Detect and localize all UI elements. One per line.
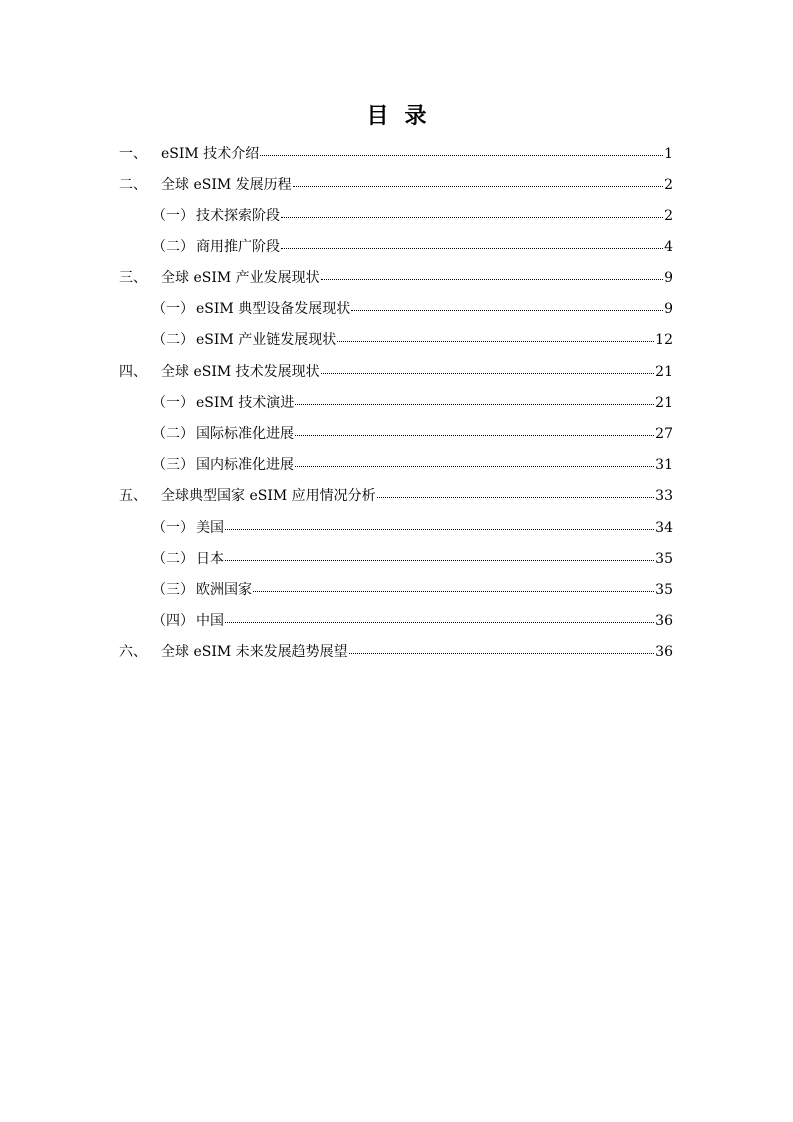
toc-entry-title: 国内标准化进展 xyxy=(196,457,294,473)
toc-entry-title: 欧洲国家 xyxy=(196,582,252,598)
dot-leader xyxy=(337,341,654,342)
toc-entry-title: 全球 eSIM 技术发展现状 xyxy=(161,364,320,380)
toc-entry[interactable] xyxy=(119,170,673,201)
dot-leader xyxy=(260,155,663,156)
toc-entry-title: 国际标准化进展 xyxy=(196,426,294,442)
toc-entry-number: （一） xyxy=(152,301,194,317)
toc-entry-number: 二、 xyxy=(119,177,147,193)
toc-entry-number: 三、 xyxy=(119,270,147,286)
toc-entry-title: 美国 xyxy=(196,520,224,536)
toc-entry-number: （二） xyxy=(152,239,194,255)
toc-entry[interactable] xyxy=(152,388,673,419)
toc-entry-number: （三） xyxy=(152,582,194,598)
toc-entry[interactable] xyxy=(152,606,673,637)
toc-entry-title: 全球典型国家 eSIM 应用情况分析 xyxy=(161,488,376,504)
toc-entry-page: 31 xyxy=(655,457,673,473)
toc-entry[interactable] xyxy=(152,201,673,232)
toc-entry-title: 全球 eSIM 发展历程 xyxy=(161,177,292,193)
toc-entry-number: （三） xyxy=(152,457,194,473)
toc-entry-title: eSIM 技术介绍 xyxy=(161,146,260,162)
dot-leader xyxy=(293,186,663,187)
toc-entry[interactable] xyxy=(119,263,673,294)
toc-entry-number: （四） xyxy=(152,613,194,629)
page-title xyxy=(0,100,793,134)
toc-entry-page: 34 xyxy=(655,520,673,536)
dot-leader xyxy=(253,591,654,592)
toc-entry-page: 2 xyxy=(664,177,673,193)
toc-entry-page: 27 xyxy=(655,426,673,442)
toc-entry-page: 4 xyxy=(664,239,673,255)
toc-entry[interactable] xyxy=(119,357,673,388)
toc-entry-number: 四、 xyxy=(119,364,147,380)
toc-entry[interactable] xyxy=(152,450,673,481)
toc-entry-title: 商用推广阶段 xyxy=(196,239,280,255)
toc-entry-number: 五、 xyxy=(119,488,147,504)
dot-leader xyxy=(281,248,663,249)
dot-leader xyxy=(295,435,654,436)
toc-entry-number: 六、 xyxy=(119,644,147,660)
toc-entry-title: eSIM 技术演进 xyxy=(196,395,295,411)
toc-entry-number: （一） xyxy=(152,395,194,411)
toc-entry[interactable] xyxy=(152,232,673,263)
dot-leader xyxy=(349,653,655,654)
toc-entry[interactable] xyxy=(152,513,673,544)
toc-entry-page: 2 xyxy=(664,208,673,224)
toc-entry[interactable] xyxy=(152,575,673,606)
toc-entry-page: 36 xyxy=(655,613,673,629)
title-char-left: 目 xyxy=(366,104,389,129)
dot-leader xyxy=(321,373,655,374)
title-char-right: 录 xyxy=(404,104,427,129)
toc-entry-number: （二） xyxy=(152,551,194,567)
toc-entry[interactable] xyxy=(119,139,673,170)
toc-entry-title: eSIM 产业链发展现状 xyxy=(196,332,337,348)
toc-entry-page: 35 xyxy=(655,551,673,567)
dot-leader xyxy=(295,466,654,467)
toc-entry-page: 35 xyxy=(655,582,673,598)
toc-entry-page: 9 xyxy=(664,301,673,317)
toc-entry[interactable] xyxy=(152,294,673,325)
toc-entry[interactable] xyxy=(152,419,673,450)
toc-entry-page: 21 xyxy=(655,364,673,380)
toc-entry-title: 全球 eSIM 产业发展现状 xyxy=(161,270,320,286)
toc-entry-title: 日本 xyxy=(196,551,224,567)
toc-entry-page: 21 xyxy=(655,395,673,411)
dot-leader xyxy=(295,404,654,405)
toc-entry-page: 33 xyxy=(655,488,673,504)
toc-entry[interactable] xyxy=(119,637,673,668)
dot-leader xyxy=(377,497,655,498)
toc-entry-number: （二） xyxy=(152,426,194,442)
toc-entry[interactable] xyxy=(152,544,673,575)
toc-entry[interactable] xyxy=(152,325,673,356)
toc-entry-page: 12 xyxy=(655,332,673,348)
toc-entry-title: 全球 eSIM 未来发展趋势展望 xyxy=(161,644,348,660)
dot-leader xyxy=(281,217,663,218)
toc-entry[interactable] xyxy=(119,481,673,512)
toc-entry-number: （一） xyxy=(152,520,194,536)
dot-leader xyxy=(351,310,663,311)
toc-entry-page: 36 xyxy=(655,644,673,660)
toc-entry-number: （一） xyxy=(152,208,194,224)
toc-entry-title: 技术探索阶段 xyxy=(196,208,280,224)
toc-entry-title: 中国 xyxy=(196,613,224,629)
toc-entry-number: （二） xyxy=(152,332,194,348)
dot-leader xyxy=(225,622,654,623)
dot-leader xyxy=(225,560,654,561)
dot-leader xyxy=(321,279,663,280)
toc-entry-title: eSIM 典型设备发展现状 xyxy=(196,301,351,317)
dot-leader xyxy=(225,529,654,530)
toc-entry-number: 一、 xyxy=(119,146,147,162)
toc-entry-page: 1 xyxy=(664,146,673,162)
toc-entry-page: 9 xyxy=(664,270,673,286)
